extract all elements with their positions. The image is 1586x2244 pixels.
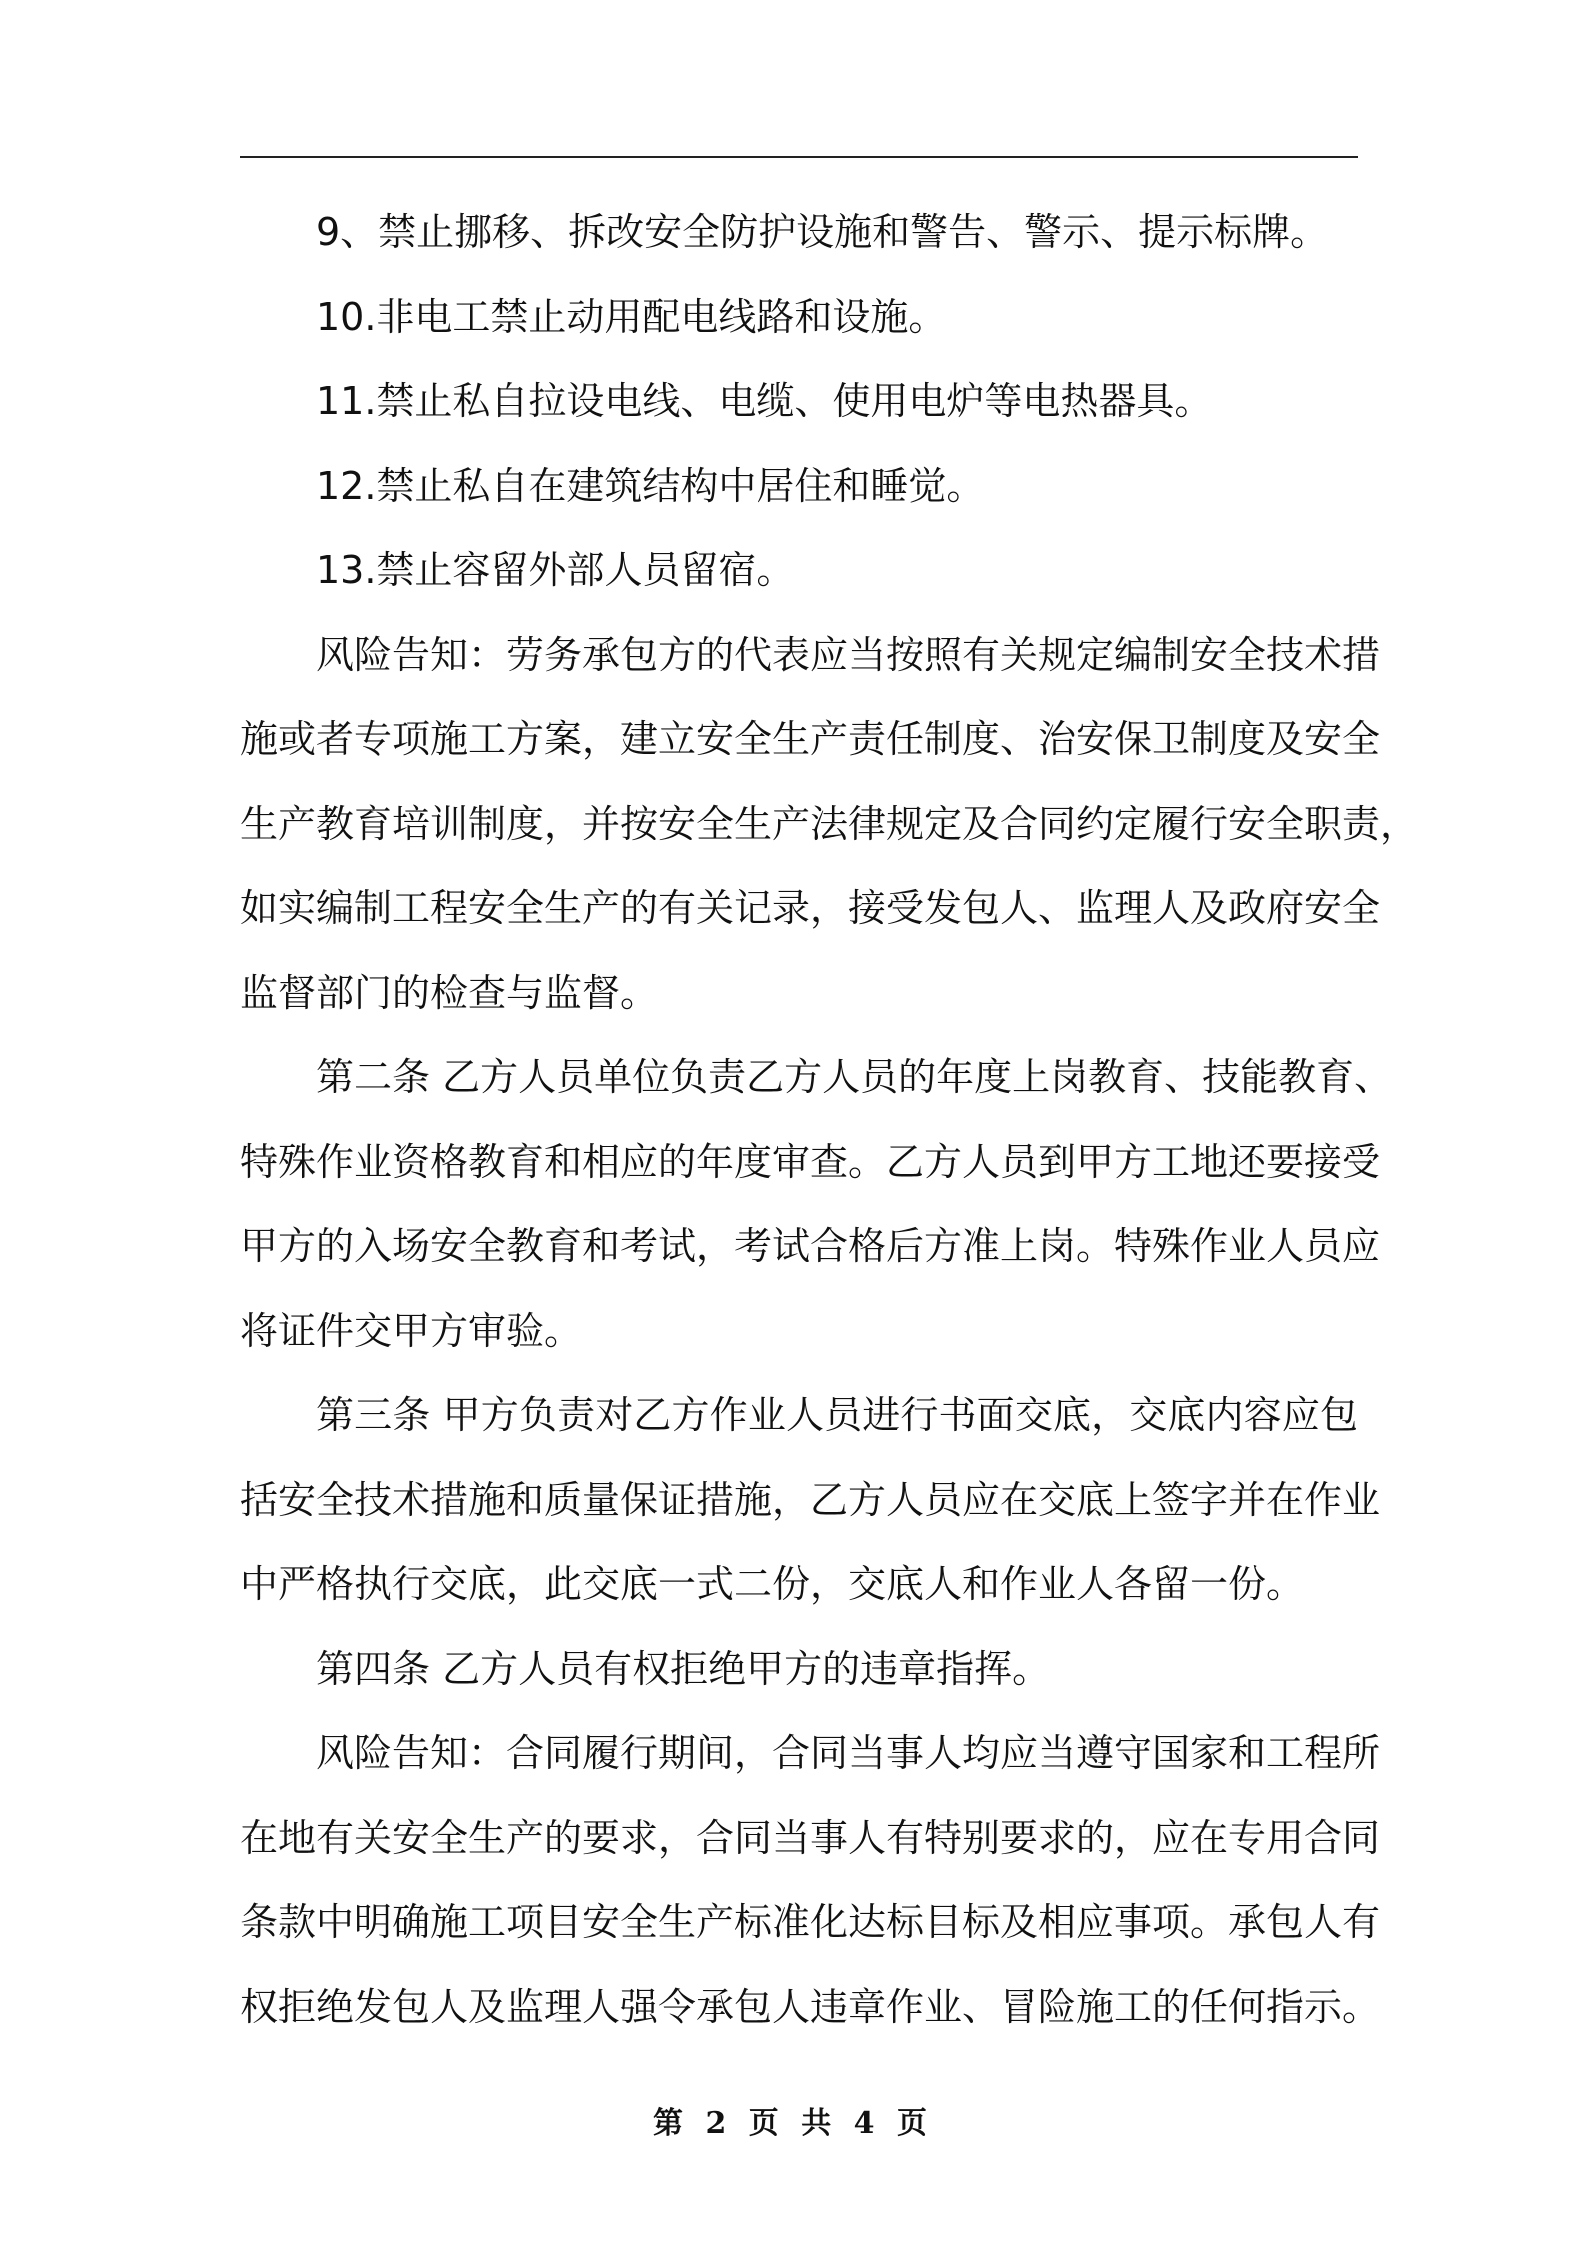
text-line: 施或者专项施工方案，建立安全生产责任制度、治安保卫制度及安全 — [240, 717, 1381, 761]
text-line: 10.非电工禁止动用配电线路和设施。 — [316, 294, 947, 339]
text-line: 第二条 乙方人员单位负责乙方人员的年度上岗教育、技能教育、 — [316, 1055, 1393, 1099]
text-line: 生产教育培训制度，并按安全生产法律规定及合同约定履行安全职责， — [240, 801, 1419, 846]
text-line: 11.禁止私自拉设电线、电缆、使用电炉等电热器具。 — [316, 379, 1213, 423]
text-line: 条款中明确施工项目安全生产标准化达标目标及相应事项。承包人有 — [240, 1900, 1381, 1944]
text-line: 特殊作业资格教育和相应的年度审查。乙方人员到甲方工地还要接受 — [240, 1139, 1381, 1184]
text-line: 括安全技术措施和质量保证措施，乙方人员应在交底上签字并在作业 — [240, 1477, 1381, 1522]
text-line: 将证件交甲方审验。 — [240, 1308, 583, 1353]
document-body — [240, 190, 1419, 2049]
text-line: 甲方的入场安全教育和考试，考试合格后方准上岗。特殊作业人员应 — [240, 1224, 1381, 1268]
text-line: 监督部门的检查与监督。 — [240, 970, 659, 1015]
header-rule — [240, 156, 1358, 158]
text-line: 13.禁止容留外部人员留宿。 — [316, 548, 795, 592]
text-line: 9、禁止挪移、拆改安全防护设施和警告、警示、提示标牌。 — [316, 210, 1329, 254]
text-line: 风险告知：合同履行期间，合同当事人均应当遵守国家和工程所 — [316, 1731, 1381, 1775]
text-line: 权拒绝发包人及监理人强令承包人违章作业、冒险施工的任何指示。 — [240, 1984, 1381, 2029]
text-line: 12.禁止私自在建筑结构中居住和睡觉。 — [316, 463, 985, 508]
text-line: 第四条 乙方人员有权拒绝甲方的违章指挥。 — [316, 1646, 1051, 1691]
page-number: 第 2 页 共 4 页 — [653, 2106, 933, 2141]
text-line: 第三条 甲方负责对乙方作业人员进行书面交底，交底内容应包 — [316, 1393, 1358, 1437]
text-line: 风险告知：劳务承包方的代表应当按照有关规定编制安全技术措 — [316, 632, 1381, 677]
text-line: 中严格执行交底，此交底一式二份，交底人和作业人各留一份。 — [240, 1562, 1305, 1606]
text-line: 如实编制工程安全生产的有关记录，接受发包人、监理人及政府安全 — [240, 886, 1381, 930]
text-line: 在地有关安全生产的要求，合同当事人有特别要求的，应在专用合同 — [240, 1815, 1381, 1860]
